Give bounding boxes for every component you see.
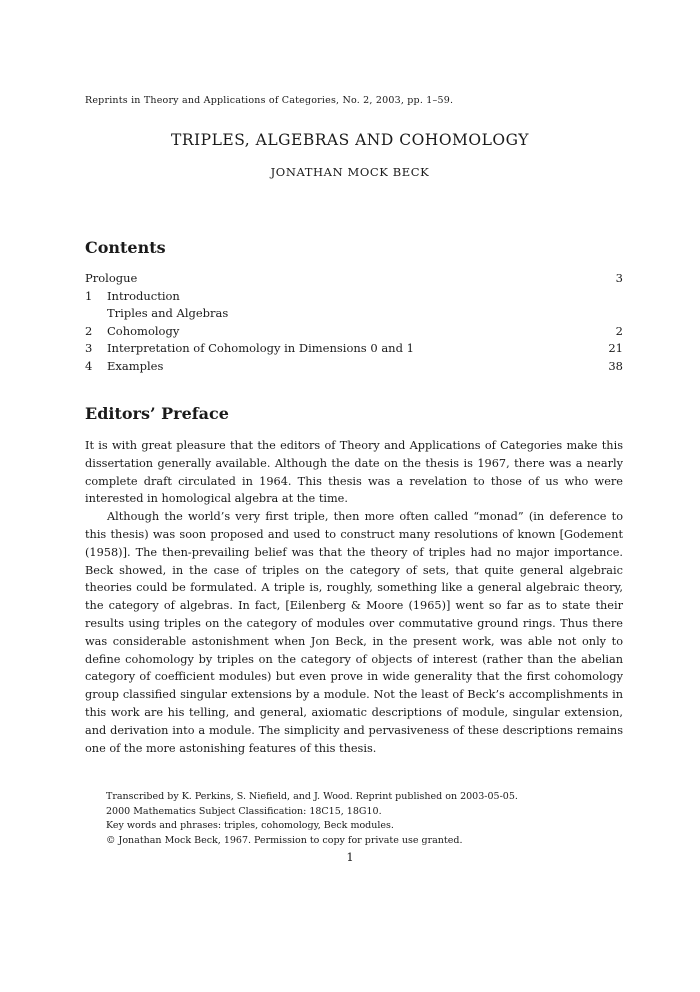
footnote-line: Key words and phrases: triples, cohomology, Beck modules. xyxy=(106,820,394,831)
toc-entry-page: 3 xyxy=(615,271,623,285)
toc-entry[interactable] xyxy=(85,323,623,341)
preface-paragraph: Although the world’s very first triple, then more often called “monad” (in deference to this thesis) was soon proposed and used to construct many resolutions of known [Godement (1958)]. The then-prevailing belief was that the theory of triples had no major importance. Beck showed, in the case of triples on the category of sets, that quite general algebraic theories could be formulated. A triple is, roughly, something like a general algebraic theory, the category of algebras. In fact, [Eilenberg & Moore (1965)] went so far as to state their results using triples on the category of modules over commutative ground rings. Thus there was considerable astonishment when Jon Beck, in the present work, was able not only to define cohomology by triples on the category of objects of interest (rather than the abelian category of coefficient modules) but even prove in wide generality that the first cohomology group classified singular extensions by a module. Not the least of Beck’s accomplishments in this work are his telling, and general, axiomatic descriptions of module, singular extension, and derivation into a module. The simplicity and pervasiveness of these descriptions remains one of the more astonishing features of this thesis. xyxy=(85,510,623,755)
preface-paragraph: It is with great pleasure that the editors of Theory and Applications of Categories make this dissertation generally available. Although the date on the thesis is 1967, there was a nearly complete draft circulated in 1964. This thesis was a revelation to those of us who were interested in homological algebra at the time. xyxy=(85,439,623,506)
toc-entry-page: 21 xyxy=(608,341,623,355)
table-of-contents xyxy=(85,270,623,375)
toc-entry-page: 38 xyxy=(608,358,623,373)
paper-title: TRIPLES, ALGEBRAS AND COHOMOLOGY xyxy=(171,131,529,149)
page-number: 1 xyxy=(346,850,354,864)
toc-entry-number: 2 xyxy=(85,323,93,338)
preface-heading: Editors’ Preface xyxy=(85,404,229,423)
toc-entry-title: Triples and Algebras xyxy=(107,306,229,320)
toc-entry-title: Cohomology xyxy=(107,323,180,338)
toc-entry-page: 2 xyxy=(615,323,623,338)
footnote-line: © Jonathan Mock Beck, 1967. Permission to copy for private use granted. xyxy=(106,834,463,846)
running-head: Reprints in Theory and Applications of Categories, No. 2, 2003, pp. 1–59. xyxy=(85,95,454,106)
toc-entry-title: Examples xyxy=(107,358,164,373)
toc-entry[interactable] xyxy=(85,288,623,306)
author-name: JONATHAN MOCK BECK xyxy=(270,165,430,179)
toc-entry[interactable] xyxy=(85,358,623,376)
footnotes xyxy=(106,790,623,848)
toc-entry-number: 4 xyxy=(85,358,93,373)
footnote-line: 2000 Mathematics Subject Classification: 18C15, 18G10. xyxy=(106,805,382,817)
toc-entry-number: 3 xyxy=(85,341,93,355)
toc-entry[interactable] xyxy=(85,305,623,323)
toc-entry[interactable] xyxy=(85,270,623,288)
toc-entry-title: Interpretation of Cohomology in Dimensions 0 and 1 xyxy=(107,341,414,355)
toc-entry-title: Introduction xyxy=(107,288,180,303)
preface-body xyxy=(85,437,623,757)
toc-entry-number: 1 xyxy=(85,288,93,303)
footnote-line: Transcribed by K. Perkins, S. Niefield, and J. Wood. Reprint published on 2003-05-05. xyxy=(106,791,518,802)
contents-heading: Contents xyxy=(85,238,166,257)
toc-entry[interactable] xyxy=(85,340,623,358)
toc-entry-title: Prologue xyxy=(85,271,138,285)
